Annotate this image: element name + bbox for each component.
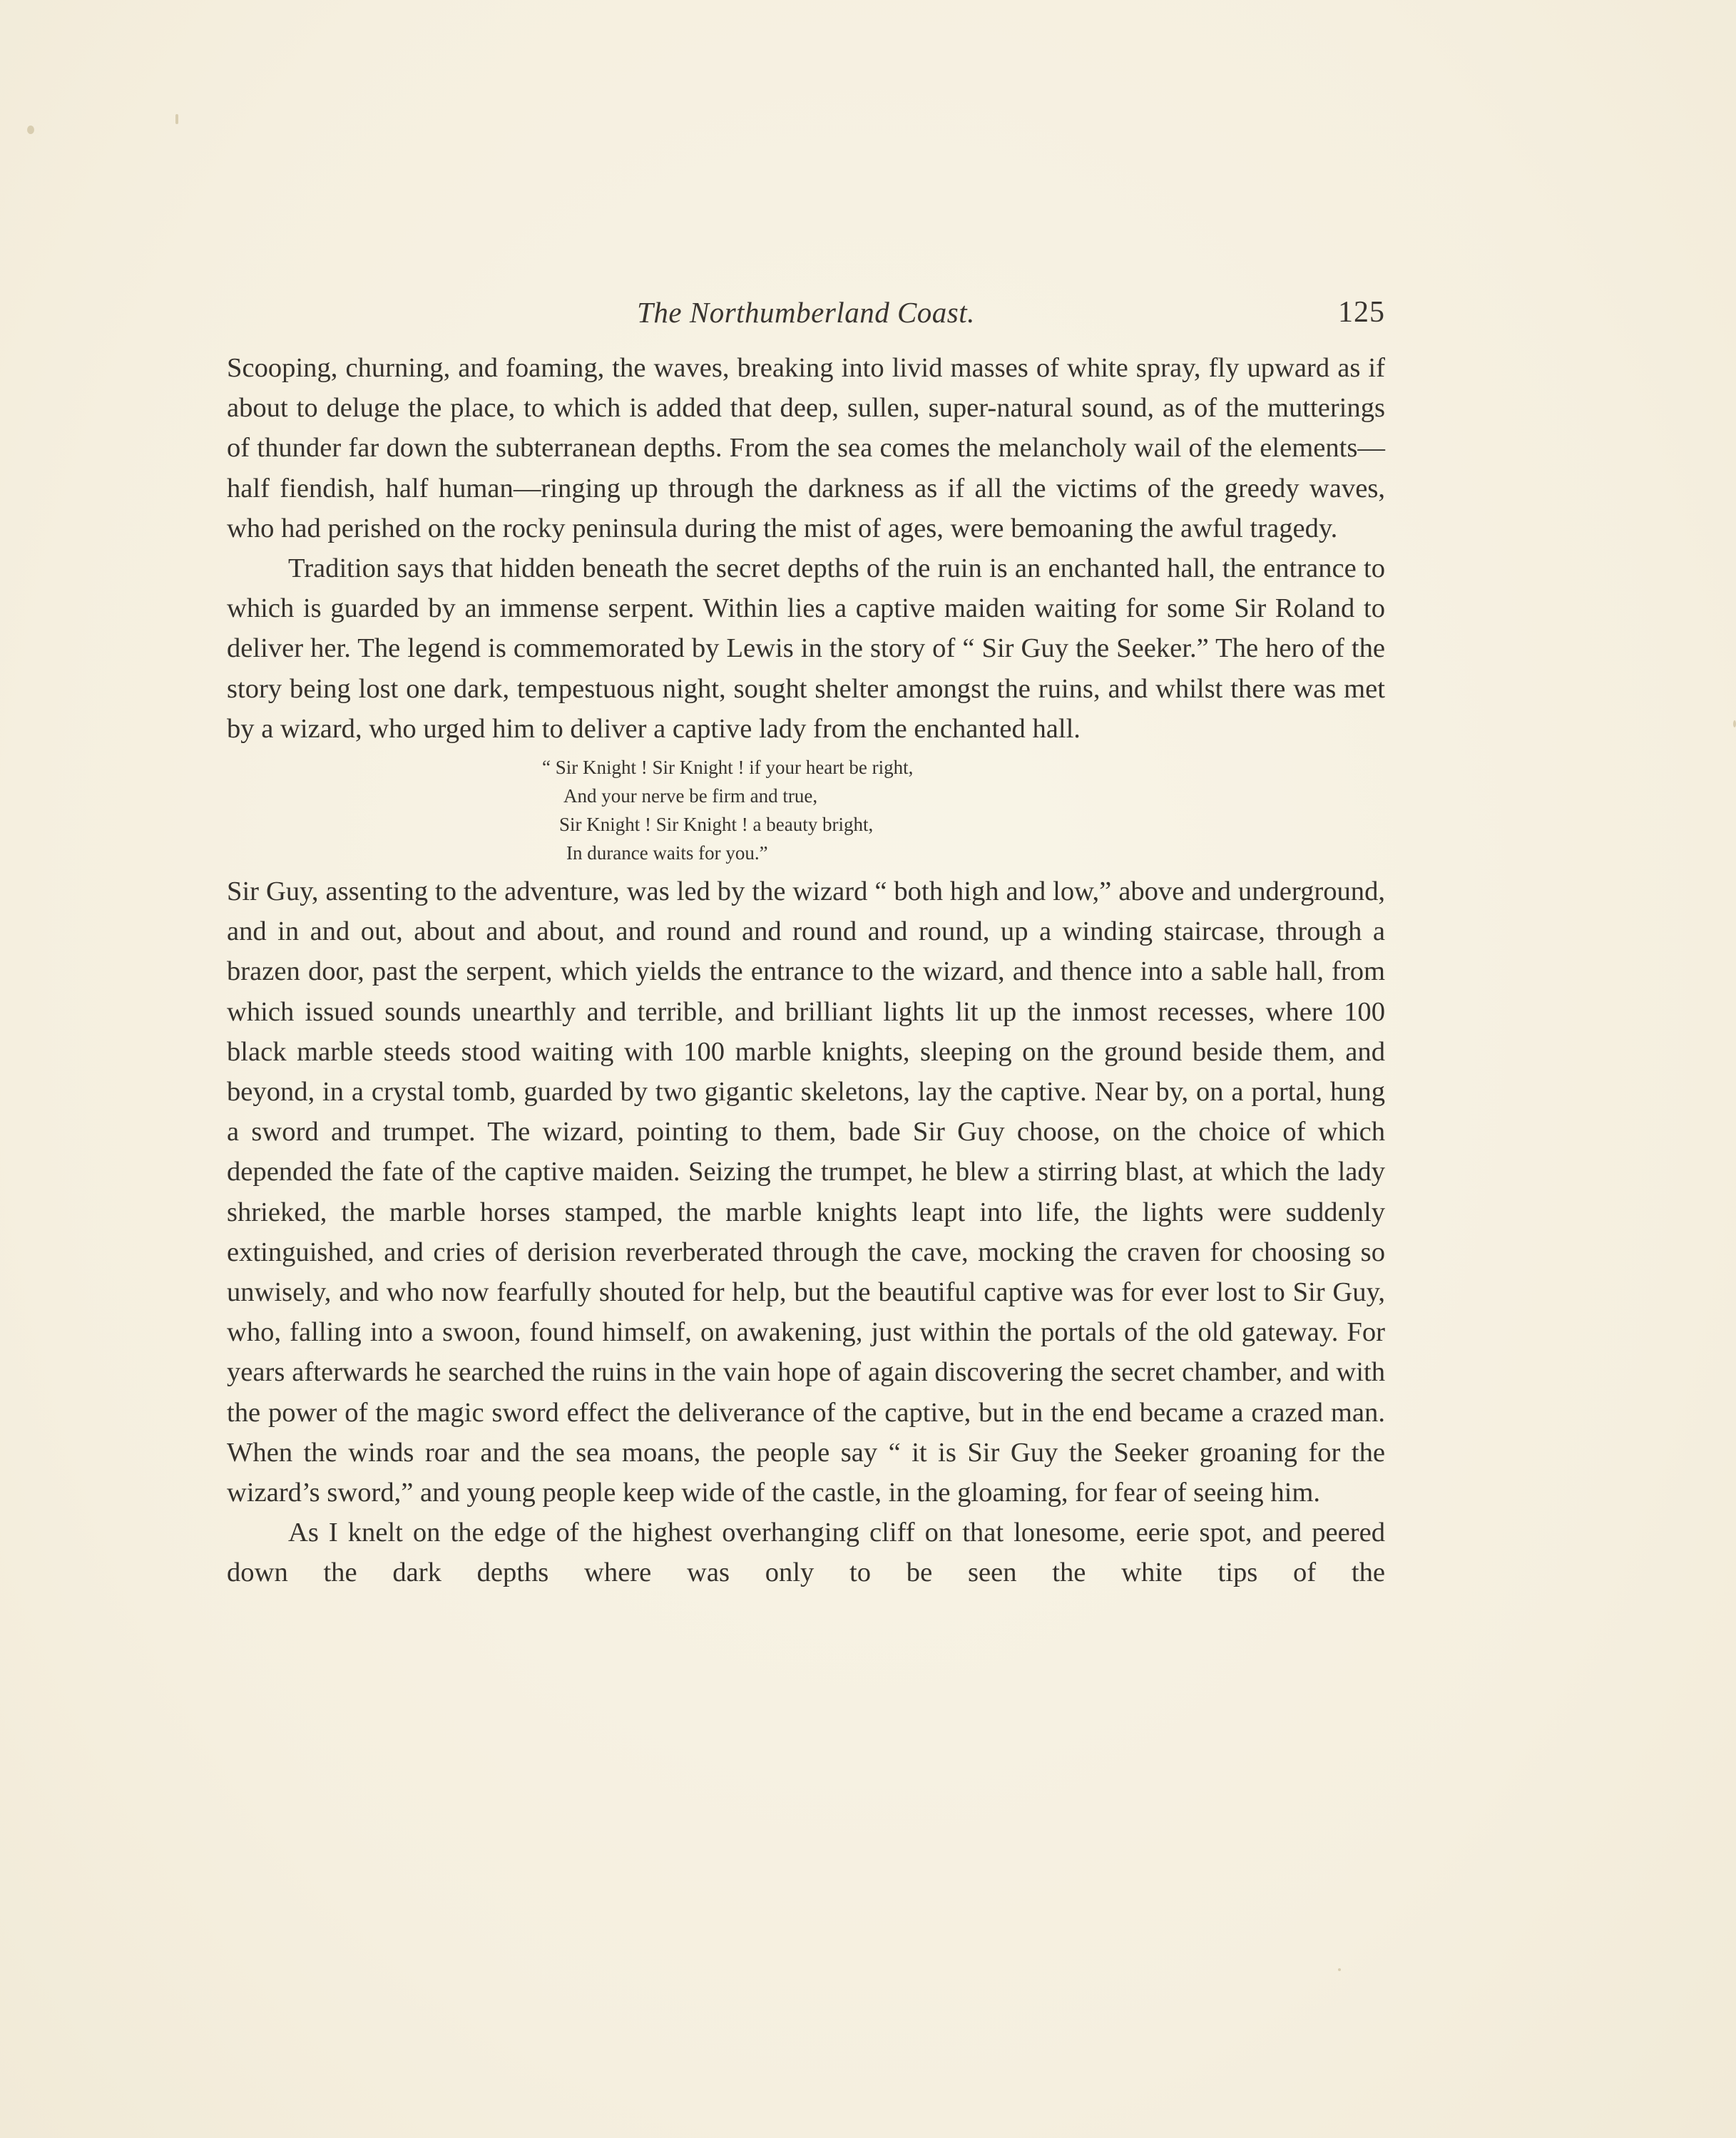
verse-line: “ Sir Knight ! Sir Knight ! if your heart be right, xyxy=(542,757,914,779)
verse-quotation xyxy=(227,753,1385,867)
paragraph-sir-guy: Sir Guy, assenting to the adventure, was led by the wizard “ both high and low,” above and underground, and in and out, about and about, and round and round and round, up a winding staircase, through a brazen door, past the serpent, which yields the entrance to the wizard, and thence into a sable hall, from which issued sounds unearthly and terrible, and brilliant lights lit up the inmost recesses, where 100 black marble steeds stood waiting with 100 marble knights, sleeping on the ground beside them, and beyond, in a crystal tomb, guarded by two gigantic skeletons, lay the captive. Near by, on a portal, hung a sword and trumpet. The wizard, pointing to them, bade Sir Guy choose, on the choice of which depended the fate of the captive maiden. Seizing the trumpet, he blew a stirring blast, at which the lady shrieked, the marble horses stamped, the marble knights leapt into life, the lights were suddenly extinguished, and cries of derision reverberated through the cave, mocking the craven for choosing so unwisely, and who now fearfully shouted for help, but the beautiful captive was for ever lost to Sir Guy, who, falling into a swoon, found himself, on awakening, just within the portals of the old gateway. For years afterwards he searched the ruins in the vain hope of again discovering the secret chamber, and with the power of the magic sword effect the deliverance of the captive, but in the end became a crazed man. When the winds roar and the sea moans, the people say “ it is Sir Guy the Seeker groaning for the wizard’s sword,” and young people keep wide of the castle, in the gloaming, for fear of seeing him. xyxy=(227,876,1385,1508)
body-text xyxy=(227,348,1385,1593)
page-header xyxy=(227,285,1385,342)
paper-speck xyxy=(1338,1968,1341,1971)
paper-speck xyxy=(27,126,34,134)
paper-speck xyxy=(175,114,178,124)
page-number: 125 xyxy=(1338,296,1385,329)
running-title: The Northumberland Coast. xyxy=(637,296,975,329)
paragraph-knelt: As I knelt on the edge of the highest overhanging cliff on that lonesome, eerie spot, and peered down the dark depths where was only to be seen the white tips of the xyxy=(227,1518,1385,1588)
paragraph-scooping: Scooping, churning, and foaming, the waves, breaking into livid masses of white spray, fly upward as if about to deluge the place, to which is added that deep, sullen, super-natural sound, as of the mutterings of thunder far down the subterranean depths. From the sea comes the melancholy wail of the elements—half fiendish, half human—ringing up through the darkness as if all the victims of the greedy waves, who had perished on the rocky peninsula during the mist of ages, were bemoaning the awful tragedy. xyxy=(227,353,1385,543)
paragraph-tradition: Tradition says that hidden beneath the secret depths of the ruin is an enchanted hall, the entrance to which is guarded by an immense serpent. Within lies a captive maiden waiting for some Sir Roland to deliver her. The legend is commemorated by Lewis in the story of “ Sir Guy the Seeker.” The hero of the story being lost one dark, tempestuous night, sought shelter amongst the ruins, and whilst there was met by a wizard, who urged him to deliver a captive lady from the enchanted hall. xyxy=(227,553,1385,744)
paper-speck xyxy=(1733,720,1736,727)
verse-line: Sir Knight ! Sir Knight ! a beauty bright, xyxy=(559,814,874,836)
verse-line: In durance waits for you.” xyxy=(566,842,768,864)
verse-line: And your nerve be firm and true, xyxy=(563,785,818,807)
